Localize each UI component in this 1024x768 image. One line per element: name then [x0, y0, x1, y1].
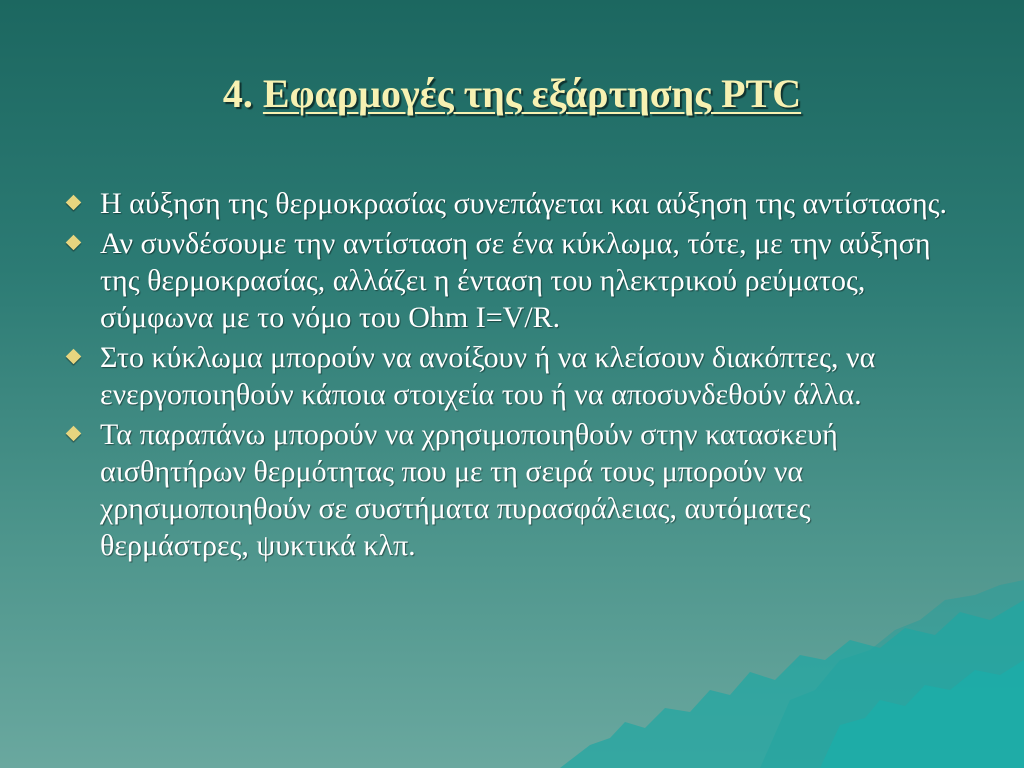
- bullet-list: [62, 185, 962, 567]
- bullet-item: [62, 416, 962, 564]
- diamond-bullet-icon: [66, 349, 82, 365]
- bullet-text: Η αύξηση της θερμοκρασίας συνεπάγεται και αύξηση της αντίστασης.: [100, 187, 948, 220]
- diamond-bullet-icon: [66, 195, 82, 211]
- diamond-bullet-icon: [66, 235, 82, 251]
- bullet-item: [62, 185, 962, 222]
- title-text: Εφαρμογές της εξάρτησης PTC: [262, 71, 802, 116]
- diamond-bullet-icon: [66, 426, 82, 442]
- slide-title: [0, 70, 1024, 117]
- bullet-text: Τα παραπάνω μπορούν να χρησιμοποιηθούν στην κατασκευή αισθητήρων θερμότητας που με τη σειρά τους μπορούν να χρησιμοποιηθούν σε συστήματα πυρασφάλειας, αυτόματες θερμάστρες, ψυκτικά κλπ.: [100, 418, 838, 562]
- title-number: 4.: [222, 71, 253, 116]
- bullet-item: [62, 225, 962, 336]
- bullet-item: [62, 339, 962, 413]
- bullet-text: Στο κύκλωμα μπορούν να ανοίξουν ή να κλείσουν διακόπτες, να ενεργοποιηθούν κάποια στοιχεία του ή να αποσυνδεθούν άλλα.: [100, 341, 876, 411]
- bullet-text: Αν συνδέσουμε την αντίσταση σε ένα κύκλωμα, τότε, με την αύξηση της θερμοκρασίας, αλλάζει η ένταση του ηλεκτρικού ρεύματος, σύμφωνα με το νόμο του Ohm I=V/R.: [100, 227, 931, 334]
